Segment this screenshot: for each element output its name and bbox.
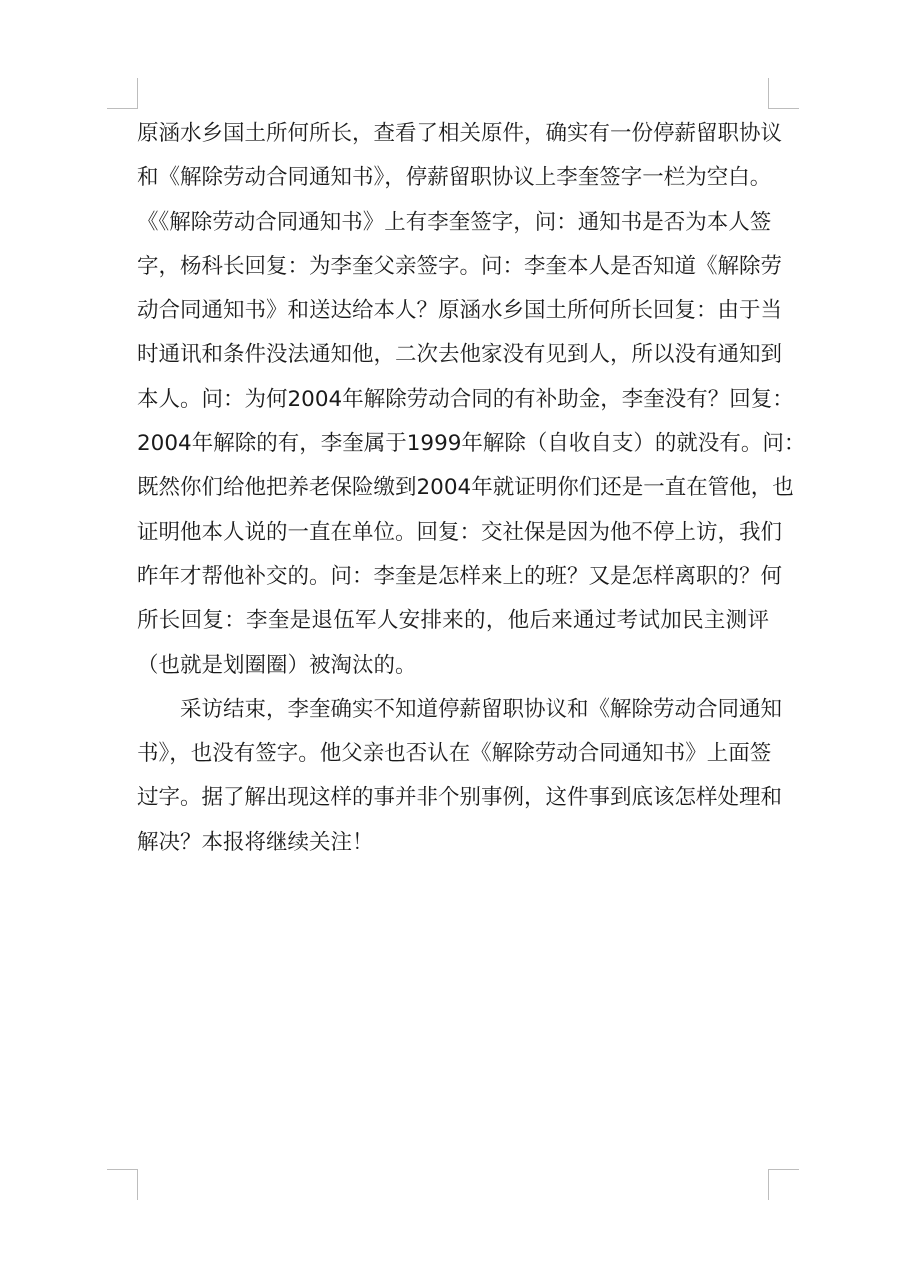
crop-mark-bottom-right (768, 1169, 799, 1200)
text-line: 所长回复：李奎是退伍军人安排来的，他后来通过考试加民主测评 (137, 608, 769, 634)
crop-mark-bottom-left (107, 1169, 138, 1200)
text-line: 和《解除劳动合同通知书》，停薪留职协议上李奎签字一栏为空白。 (137, 165, 772, 191)
document-body (137, 112, 806, 865)
text-line: 书》，也没有签字。他父亲也否认在《解除劳动合同通知书》上面签 (137, 741, 772, 767)
text-line: 动合同通知书》和送达给本人？原涵水乡国土所何所长回复：由于当 (137, 298, 783, 324)
crop-mark-top-right (768, 78, 799, 109)
text-line: 时通讯和条件没法通知他，二次去他家没有见到人，所以没有通知到 (137, 342, 783, 368)
text-line: 既然你们给他把养老保险缴到2004年就证明你们还是一直在管他，也 (137, 475, 794, 501)
text-line: 证明他本人说的一直在单位。回复：交社保是因为他不停上访，我们 (137, 519, 783, 545)
text-line: 本人。问：为何2004年解除劳动合同的有补助金，李奎没有？回复： (137, 386, 794, 412)
crop-mark-top-left (107, 78, 138, 109)
paragraph-1 (137, 112, 806, 688)
text-line: 2004年解除的有，李奎属于1999年解除（自收自支）的就没有。问： (137, 431, 806, 457)
text-line: 《《解除劳动合同通知书》上有李奎签字，问：通知书是否为本人签 (137, 209, 772, 235)
text-line: 采访结束，李奎确实不知道停薪留职协议和《解除劳动合同通知 (180, 696, 783, 722)
paragraph-2 (137, 688, 783, 865)
text-line: 字，杨科长回复：为李奎父亲签字。问：李奎本人是否知道《解除劳 (137, 253, 783, 279)
text-line: 解决？本报将继续关注！ (137, 829, 374, 855)
text-line: 过字。据了解出现这样的事并非个别事例，这件事到底该怎样处理和 (137, 785, 783, 811)
text-line: （也就是划圈圈）被淘汰的。 (137, 652, 417, 678)
text-line: 昨年才帮他补交的。问：李奎是怎样来上的班？又是怎样离职的？何 (137, 563, 783, 589)
text-line: 原涵水乡国土所何所长，查看了相关原件，确实有一份停薪留职协议 (137, 121, 783, 146)
